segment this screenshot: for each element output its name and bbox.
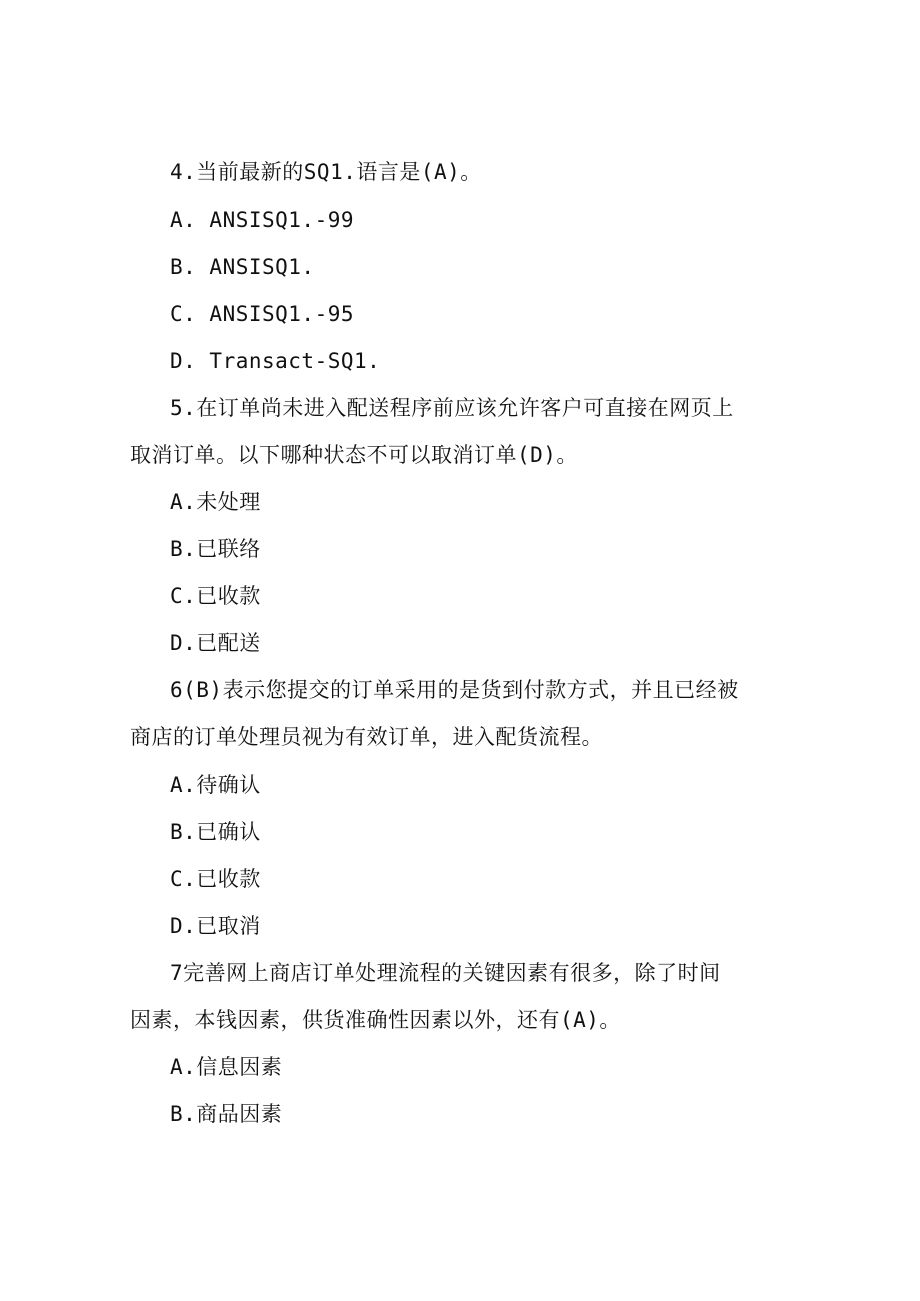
question-5-stem-line1: 5.在订单尚未进入配送程序前应该允许客户可直接在网页上	[170, 396, 734, 420]
question-7-option-a: A.信息因素	[170, 1055, 283, 1079]
question-5-option-a: A.未处理	[170, 490, 261, 514]
question-6-option-b: B.已确认	[170, 820, 261, 844]
question-4-stem: 4.当前最新的SQ1.语言是(A)。	[170, 160, 482, 184]
question-5-option-d: D.已配送	[170, 631, 261, 655]
question-6-stem-line2: 商店的订单处理员视为有效订单，进入配货流程。	[130, 725, 603, 749]
question-5-stem-line2: 取消订单。以下哪种状态不可以取消订单(D)。	[130, 443, 578, 467]
question-4-option-c: C. ANSISQ1.-95	[170, 302, 355, 326]
question-5-option-b: B.已联络	[170, 537, 261, 561]
question-7-stem-line1: 7完善网上商店订单处理流程的关键因素有很多，除了时间	[170, 961, 721, 985]
question-4-option-a: A. ANSISQ1.-99	[170, 208, 355, 232]
question-4-option-b: B. ANSISQ1.	[170, 255, 315, 279]
question-7-stem-line2: 因素，本钱因素，供货准确性因素以外，还有(A)。	[130, 1008, 621, 1032]
question-6-option-d: D.已取消	[170, 914, 261, 938]
question-6-option-c: C.已收款	[170, 867, 261, 891]
question-6-option-a: A.待确认	[170, 773, 261, 797]
question-6-stem-line1: 6(B)表示您提交的订单采用的是货到付款方式，并且已经被	[170, 678, 739, 702]
question-5-option-c: C.已收款	[170, 584, 261, 608]
question-7-option-b: B.商品因素	[170, 1102, 283, 1126]
question-4-option-d: D. Transact-SQ1.	[170, 349, 381, 373]
